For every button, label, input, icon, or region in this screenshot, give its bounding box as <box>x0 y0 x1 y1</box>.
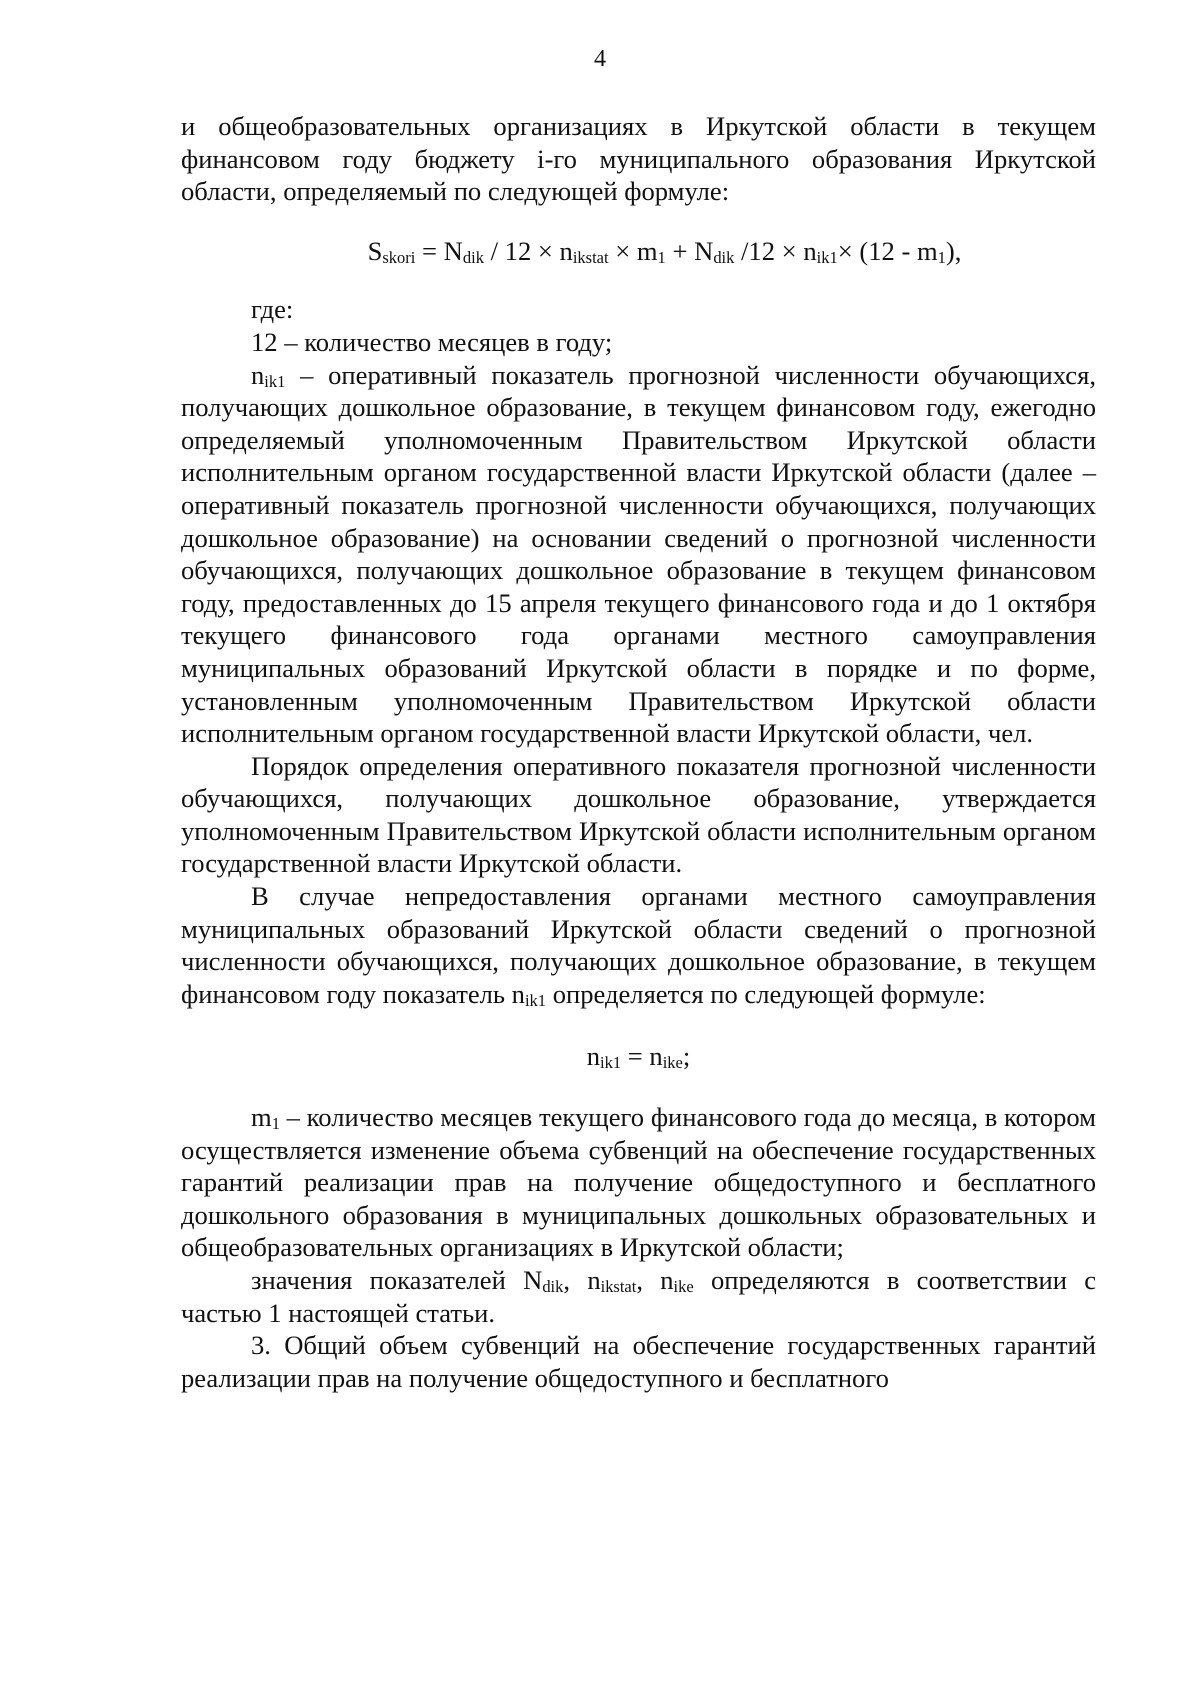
document-body <box>181 110 1096 1394</box>
formula-main: $S_{skori} = N_{dik} / 12 \times n_{ikstat} \times m_1 + N_{dik}$ $/12 \times n_{ik1}\times (12 - m_1)$, <box>367 235 962 267</box>
formula-second: $n_{ik1} = n_{ike}$; <box>586 1041 691 1073</box>
section-3-paragraph: 3. Общий объем субвенций на обеспечение государственных гарантий реализации прав на получение общедоступного и бесплатного <box>181 1330 1096 1393</box>
page-number: 4 <box>594 46 606 72</box>
values-definition: значения показателей $N_{dik}$, $n_{ikstat}$, $n_{ike}$ определяются в соответствии с частью 1 настоящей статьи. <box>181 1265 1096 1328</box>
case-paragraph: В случае непредоставления органами местного самоуправления муниципальных образований Иркутской области сведений о прогнозной численности обучающихся, получающих дошкольное образование, в текущем финансовом году показатель $n_{ik1}$ определяется по следующей формуле: <box>181 881 1096 1010</box>
order-paragraph: Порядок определения оперативного показателя прогнозной численности обучающихся, получающих дошкольное образование, утверждается уполномоченным Правительством Иркутской области исполнительным органом государственной власти Иркутской области. <box>181 750 1096 879</box>
m1-definition: $m_1$ – количество месяцев текущего финансового года до месяца, в котором осуществляется изменение объема субвенций на обеспечение государственных гарантий реализации прав на получение общедоступного и бесплатного дошкольного образования в муниципальных дошкольных образовательных и общеобразовательных организациях в Иркутской области; <box>181 1102 1096 1263</box>
nik1-definition: $n_{ik1}$ – оперативный показатель прогнозной численности обучающихся, получающих дошкольное образование, в текущем финансовом году, ежегодно определяемый уполномоченным Правительством Иркутской области исполнительным органом государственной власти Иркутской области (далее – оперативный показатель прогнозной численности обучающихся, получающих дошкольное образование) на основании сведений о прогнозной численности обучающихся, получающих дошкольное образование в текущем финансовом году, предоставленных до 15 апреля текущего финансового года и до 1 октября текущего финансового года органами местного самоуправления муниципальных образований Иркутской области в порядке и по форме, установленным уполномоченным Правительством Иркутской области исполнительным органом государственной власти Иркутской области, чел. <box>181 359 1096 749</box>
intro-paragraph: и общеобразовательных организациях в Иркутской области в текущем финансовом году бюджету i-го муниципального образования Иркутской области, определяемый по следующей формуле: <box>181 111 1096 207</box>
where-label: где: <box>251 294 294 325</box>
months-definition: 12 – количество месяцев в году; <box>251 326 613 357</box>
